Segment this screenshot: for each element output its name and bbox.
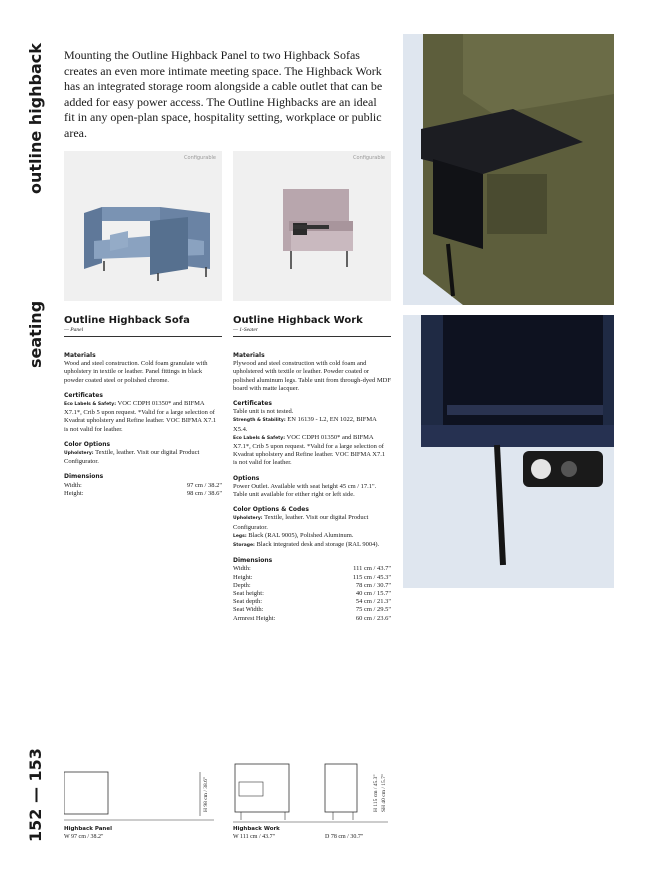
sofa-image-card	[64, 151, 222, 301]
cert-label: Eco Labels & Safety:	[64, 402, 117, 408]
certificates-heading: Certificates	[233, 400, 272, 408]
color-heading: Color Options	[64, 440, 111, 448]
side-title: outline highback	[26, 43, 45, 194]
detail-photo-outlet	[403, 315, 614, 588]
work-illustration	[233, 151, 391, 301]
materials-heading: Materials	[233, 352, 265, 359]
work-image-card	[233, 151, 391, 301]
color-label: Upholstery:	[64, 451, 94, 457]
sofa-illustration	[64, 151, 222, 301]
work-name: Highback Work	[233, 826, 280, 832]
work-specs	[233, 352, 391, 623]
cert-line: Table unit is not tested.	[233, 408, 294, 416]
materials-text: Wood and steel construction. Cold foam granulate with upholstery in textile or leather. Panel fittings in black powder coated steel or polished chrome.	[64, 360, 208, 384]
work-title: Outline Highback Work	[233, 315, 363, 326]
panel-name: Highback Panel	[64, 826, 112, 832]
color-text: Black (RAL 9005), Polished Aluminum.	[248, 531, 354, 539]
cert-text: EN 16139 - L2, EN 1022, BIFMA X5.4.	[233, 416, 377, 433]
color-label: Upholstery:	[233, 516, 263, 522]
sofa-subtitle: — Panel	[64, 327, 84, 333]
dim-row: Height: 98 cm / 38.6"	[64, 489, 222, 497]
color-label: Storage:	[233, 543, 255, 549]
cert-label: Strength & Stability:	[233, 418, 286, 424]
sofa-title: Outline Highback Sofa	[64, 315, 190, 326]
page-numbers: 152 — 153	[26, 748, 45, 842]
dim-row: Seat depth: 54 cm / 21.3"	[233, 598, 391, 606]
cert-label: Eco Labels & Safety:	[233, 435, 286, 441]
dim-row: Seat Width: 75 cm / 29.5"	[233, 606, 391, 614]
cert-text: VOC CDPH 01350* and BIFMA X7.1*, Crib 5 upon request. *Valid for a large selection of Kvadrat upholstery and Refine leather. VOC BIFMA X7.1 is not valid for leather.	[64, 400, 217, 433]
configurable-tag: Configurable	[184, 155, 216, 161]
materials-heading: Materials	[64, 352, 96, 359]
panel-caption	[64, 825, 112, 841]
work-drawing	[233, 762, 388, 825]
dim-row: Height: 115 cm / 45.3"	[233, 573, 391, 581]
work-height-label: H 115 cm / 45.3"	[373, 774, 379, 812]
dim-row: Depth: 78 cm / 30.7"	[233, 581, 391, 589]
sofa-divider	[64, 336, 222, 337]
color-text: Textile, leather. Visit our digital Product Configurator.	[64, 449, 200, 466]
cert-text: VOC CDPH 01350* and BIFMA X7.1*, Crib 5 upon request. *Valid for a large selection of Kvadrat upholstery and Refine leather. VOC BIFMA X7.1 is not valid for leather.	[233, 433, 386, 467]
panel-width: W 97 cm / 38.2"	[64, 834, 104, 840]
dim-row: Armrest Height: 60 cm / 23.6"	[233, 614, 391, 622]
materials-text: Plywood and steel construction with cold foam and upholstered with textile or leather. Powder coated or polished aluminum legs. Table unit from through-dyed MDF board with matte lacquer.	[233, 360, 391, 392]
work-depth: D 78 cm / 30.7"	[325, 834, 364, 840]
work-seat-height-label: SH 40 cm / 15.7"	[381, 773, 387, 812]
work-divider	[233, 336, 391, 337]
dim-row: Width: 97 cm / 38.2"	[64, 481, 222, 489]
color-text: Textile, leather. Visit our digital Product Configurator.	[233, 514, 369, 531]
certificates-heading: Certificates	[64, 391, 103, 399]
options-heading: Options	[233, 474, 260, 482]
dim-row: Seat height: 40 cm / 15.7"	[233, 590, 391, 598]
color-label: Legs:	[233, 533, 247, 539]
options-text: Power Outlet. Available with seat height 45 cm / 17.1". Table unit available for either right or left side.	[233, 482, 377, 499]
work-subtitle: — 1-Seater	[233, 327, 258, 333]
color-text: Black integrated desk and storage (RAL 9004).	[256, 541, 380, 549]
intro-paragraph: Mounting the Outline Highback Panel to two Highback Sofas creates an even more intimate meeting space. The Highback Work has an integrated storage room alongside a cable outlet that can be added for easy power access. The Outline Highbacks are an ideal fit in any open-plan space, hospitality setting, workplace or public area.	[64, 48, 383, 140]
work-caption	[233, 825, 280, 841]
side-section: seating	[26, 300, 45, 368]
panel-height-label: H 98 cm / 38.6"	[203, 776, 209, 812]
dimensions-heading: Dimensions	[64, 473, 104, 481]
panel-drawing	[64, 770, 214, 825]
detail-photo-desk	[403, 34, 614, 305]
configurable-tag: Configurable	[353, 155, 385, 161]
dim-row: Width: 111 cm / 43.7"	[233, 565, 391, 573]
dimensions-heading: Dimensions	[233, 557, 273, 565]
work-width: W 111 cm / 43.7"	[233, 834, 276, 840]
sofa-specs	[64, 352, 222, 498]
color-heading: Color Options & Codes	[233, 506, 309, 514]
